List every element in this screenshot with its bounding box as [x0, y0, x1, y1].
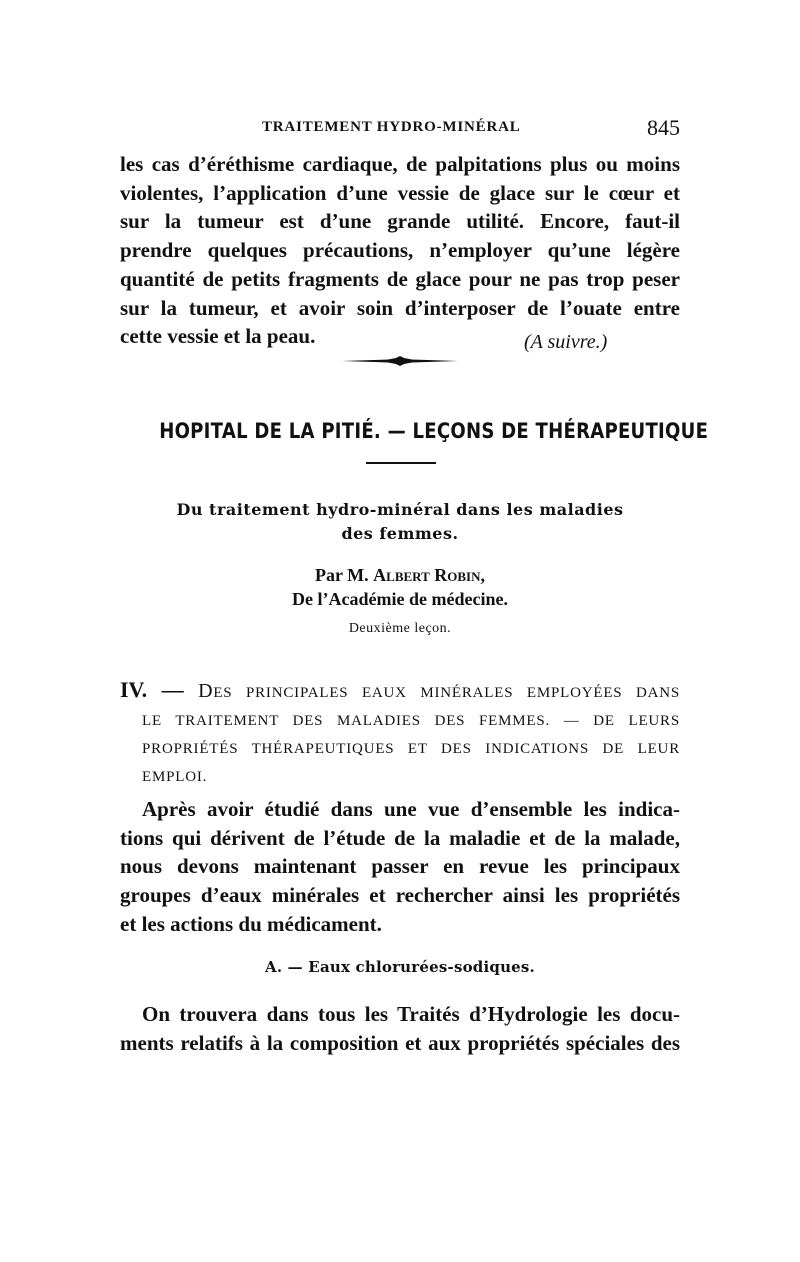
heading-numeral: IV. [120, 677, 148, 702]
text-line: et les actions du médicament. [120, 911, 382, 936]
body-paragraph [120, 795, 680, 939]
text-line: les cas d’éréthisme cardiaque, de palpitations plus ou moins [120, 152, 680, 176]
heading-line: LE TRAITEMENT DES MALADIES DES FEMMES. — DE LEURS [142, 713, 680, 729]
author-affiliation: De l’Académie de médecine. [292, 589, 508, 609]
page-number: 845 [647, 115, 680, 140]
heading-dash: — [147, 677, 199, 702]
text-line: Après avoir étudié dans une vue d’ensemble les indica- [142, 797, 680, 821]
author-line [150, 563, 650, 587]
text-line: On trouvera dans tous les Traités d’Hydrologie les docu- [142, 1002, 680, 1026]
text-line: groupes d’eaux minérales et rechercher ainsi les propriétés [120, 883, 680, 908]
subtitle-line: Du traitement hydro-minéral dans les maladies [176, 500, 624, 519]
text-line: tions qui dérivent de l’étude de la maladie et de la malade, [120, 825, 680, 850]
text-line: cette vessie et la peau. [120, 324, 316, 349]
lecture-number: Deuxième leçon. [348, 621, 452, 636]
heading-first-line: ES PRINCIPALES EAUX MINÉRALES EMPLOYÉES DANS [213, 685, 681, 701]
heading-initial: D [198, 680, 214, 702]
text-line: sur la tumeur, et avoir soin d’interposer de l’ouate entre [120, 295, 680, 320]
running-head [120, 115, 680, 141]
text-line: sur la tumeur est d’une grande utilité. Encore, faut-il [120, 209, 680, 234]
ornament-divider-icon [340, 355, 460, 367]
text-line: nous devons maintenant passer en revue les principaux [120, 854, 680, 879]
top-paragraph [120, 150, 680, 351]
to-be-continued-note: (A suivre.) [524, 331, 608, 353]
lecture-subtitle [150, 498, 650, 546]
heading-line [120, 676, 680, 707]
heading-line: PROPRIÉTÉS THÉRAPEUTIQUES ET DES INDICATIONS DE LEUR [142, 741, 680, 757]
subtitle-line: des femmes. [341, 524, 459, 543]
running-title: TRAITEMENT HYDRO-MINÉRAL [262, 119, 521, 135]
author-name: Albert Robin, [373, 565, 485, 585]
body-paragraph [120, 1000, 680, 1057]
section-title: HOPITAL DE LA PITIÉ. — LEÇONS DE THÉRAPEUTIQUE [159, 419, 709, 443]
text-line: violentes, l’application d’une vessie de glace sur le cœur et [120, 180, 680, 205]
title-rule [366, 462, 436, 464]
heading-line: EMPLOI. [142, 769, 208, 785]
text-line: prendre quelques précautions, n’employer qu’une légère [120, 238, 680, 263]
subsection-heading: A. — Eaux chlorurées-sodiques. [265, 958, 535, 976]
author-prefix: Par M. [315, 565, 374, 585]
chapter-heading [120, 676, 680, 791]
text-line: quantité de petits fragments de glace pour ne pas trop peser [120, 266, 680, 291]
text-line: ments relatifs à la composition et aux propriétés spéciales des [120, 1030, 680, 1055]
byline [150, 563, 650, 611]
